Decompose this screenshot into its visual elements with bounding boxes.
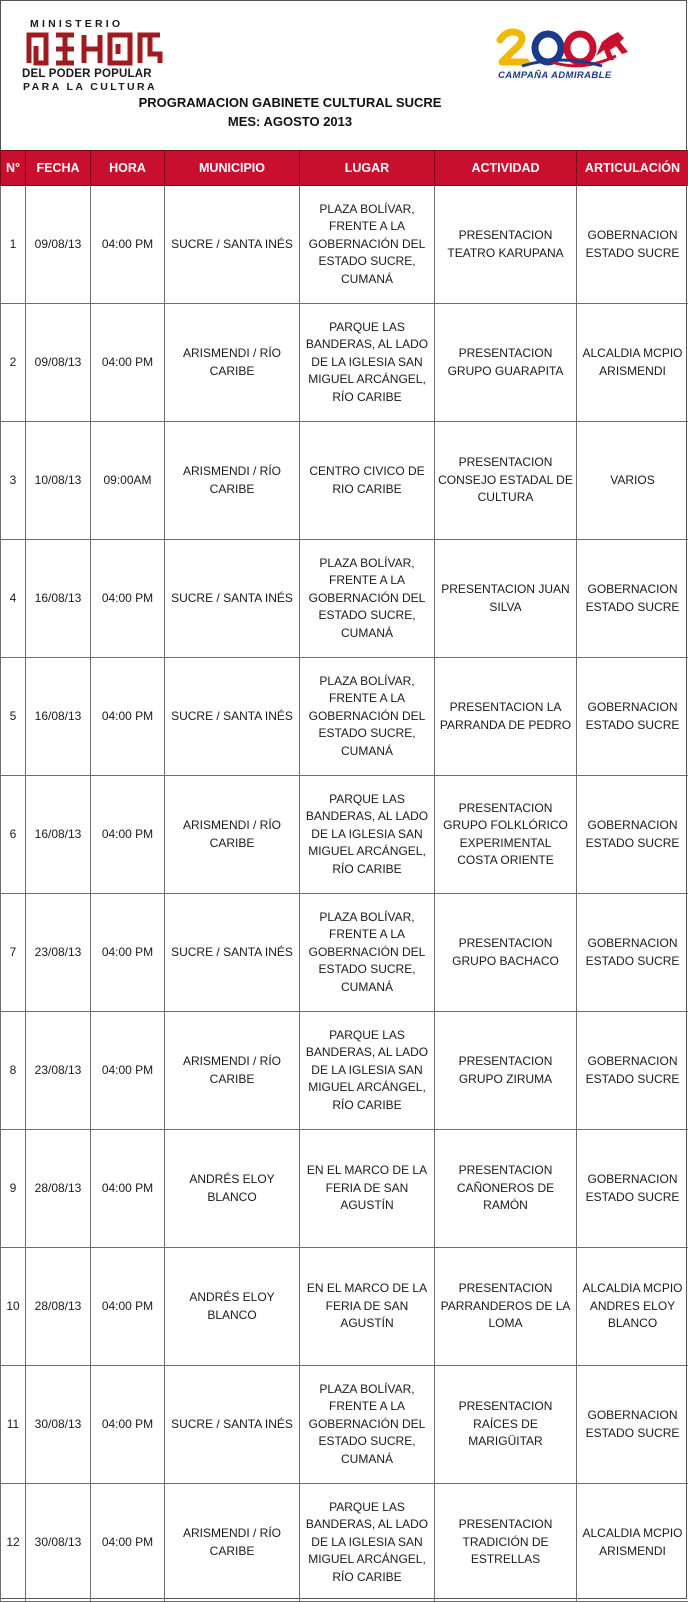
column-header-fecha: FECHA — [26, 151, 91, 186]
row-lugar: PARQUE LAS BANDERAS, AL LADO DE LA IGLESIA SAN MIGUEL ARCÁNGEL, RÍO CARIBE — [300, 776, 435, 894]
row-hora: 04:00 PM — [91, 776, 165, 894]
row-hora: 04:00 PM — [91, 1484, 165, 1602]
ministry-logo-line1: DEL PODER POPULAR — [22, 68, 152, 80]
row-municipio: ARISMENDI / RÍO CARIBE — [165, 422, 300, 540]
row-articulacion: ALCALDIA MCPIO ARISMENDI — [577, 304, 688, 422]
row-articulacion: GOBERNACION ESTADO SUCRE — [577, 540, 688, 658]
row-hora: 04:00 PM — [91, 1012, 165, 1130]
row-fecha: 23/08/13 — [26, 894, 91, 1012]
row-number: 2 — [1, 304, 26, 422]
row-municipio: ARISMENDI / RÍO CARIBE — [165, 1012, 300, 1130]
campaign-logo — [492, 26, 644, 84]
table-row — [1, 894, 688, 1012]
row-lugar: EN EL MARCO DE LA FERIA DE SAN AGUSTÍN — [300, 1130, 435, 1248]
table-row — [1, 1366, 688, 1484]
row-municipio: ANDRÉS ELOY BLANCO — [165, 1248, 300, 1366]
row-number: 12 — [1, 1484, 26, 1602]
ministry-glyph-icon — [26, 32, 168, 66]
row-number: 1 — [1, 186, 26, 304]
row-lugar: CENTRO CIVICO DE RIO CARIBE — [300, 422, 435, 540]
row-actividad: PRESENTACION CAÑONEROS DE RAMÓN — [435, 1130, 577, 1248]
row-number: 9 — [1, 1130, 26, 1248]
row-municipio: ARISMENDI / RÍO CARIBE — [165, 304, 300, 422]
row-articulacion: ALCALDIA MCPIO ANDRES ELOY BLANCO — [577, 1248, 688, 1366]
row-fecha: 16/08/13 — [26, 658, 91, 776]
column-header-number: N° — [1, 151, 26, 186]
column-header-lugar: LUGAR — [300, 151, 435, 186]
row-municipio: SUCRE / SANTA INÉS — [165, 186, 300, 304]
schedule-table — [0, 150, 688, 1602]
row-articulacion: GOBERNACION ESTADO SUCRE — [577, 186, 688, 304]
row-fecha: 09/08/13 — [26, 186, 91, 304]
row-actividad: PRESENTACION GRUPO GUARAPITA — [435, 304, 577, 422]
row-actividad: PRESENTACION GRUPO FOLKLÓRICO EXPERIMENTAL COSTA ORIENTE — [435, 776, 577, 894]
row-actividad: PRESENTACION RAÍCES DE MARIGÜITAR — [435, 1366, 577, 1484]
row-fecha: 30/08/13 — [26, 1366, 91, 1484]
document-header — [0, 0, 688, 150]
row-articulacion: GOBERNACION ESTADO SUCRE — [577, 894, 688, 1012]
row-number: 4 — [1, 540, 26, 658]
table-row — [1, 540, 688, 658]
row-municipio: SUCRE / SANTA INÉS — [165, 540, 300, 658]
column-header-hora: HORA — [91, 151, 165, 186]
row-fecha: 28/08/13 — [26, 1248, 91, 1366]
table-row — [1, 658, 688, 776]
row-actividad: PRESENTACION PARRANDEROS DE LA LOMA — [435, 1248, 577, 1366]
campaign-text: CAMPAÑA ADMIRABLE — [498, 70, 612, 81]
table-row — [1, 1484, 688, 1602]
row-number: 8 — [1, 1012, 26, 1130]
row-municipio: SUCRE / SANTA INÉS — [165, 1366, 300, 1484]
row-hora: 04:00 PM — [91, 186, 165, 304]
row-hora: 04:00 PM — [91, 304, 165, 422]
campaign-200-icon — [492, 26, 644, 72]
row-lugar: PLAZA BOLÍVAR, FRENTE A LA GOBERNACIÓN DEL ESTADO SUCRE, CUMANÁ — [300, 658, 435, 776]
row-actividad: PRESENTACION JUAN SILVA — [435, 540, 577, 658]
table-header-row — [1, 151, 688, 186]
page-title: PROGRAMACION GABINETE CULTURAL SUCRE — [0, 95, 580, 110]
page-subtitle: MES: AGOSTO 2013 — [0, 114, 580, 129]
row-municipio: ARISMENDI / RÍO CARIBE — [165, 776, 300, 894]
row-number: 3 — [1, 422, 26, 540]
ministry-logo-top: MINISTERIO — [30, 18, 123, 30]
row-lugar: PLAZA BOLÍVAR, FRENTE A LA GOBERNACIÓN DEL ESTADO SUCRE, CUMANÁ — [300, 186, 435, 304]
row-lugar: PLAZA BOLÍVAR, FRENTE A LA GOBERNACIÓN DEL ESTADO SUCRE, CUMANÁ — [300, 894, 435, 1012]
row-fecha: 09/08/13 — [26, 304, 91, 422]
row-articulacion: GOBERNACION ESTADO SUCRE — [577, 1130, 688, 1248]
row-actividad: PRESENTACION GRUPO BACHACO — [435, 894, 577, 1012]
row-fecha: 28/08/13 — [26, 1130, 91, 1248]
row-lugar: PLAZA BOLÍVAR, FRENTE A LA GOBERNACIÓN DEL ESTADO SUCRE, CUMANÁ — [300, 540, 435, 658]
row-number: 7 — [1, 894, 26, 1012]
table-row — [1, 304, 688, 422]
row-number: 6 — [1, 776, 26, 894]
row-hora: 09:00AM — [91, 422, 165, 540]
row-lugar: EN EL MARCO DE LA FERIA DE SAN AGUSTÍN — [300, 1248, 435, 1366]
row-number: 11 — [1, 1366, 26, 1484]
table-row — [1, 1248, 688, 1366]
row-municipio: SUCRE / SANTA INÉS — [165, 894, 300, 1012]
row-municipio: ARISMENDI / RÍO CARIBE — [165, 1484, 300, 1602]
column-header-articulacion: ARTICULACIÓN — [577, 151, 688, 186]
table-row — [1, 776, 688, 894]
row-fecha: 16/08/13 — [26, 540, 91, 658]
row-municipio: ANDRÉS ELOY BLANCO — [165, 1130, 300, 1248]
row-lugar: PLAZA BOLÍVAR, FRENTE A LA GOBERNACIÓN DEL ESTADO SUCRE, CUMANÁ — [300, 1366, 435, 1484]
row-actividad: PRESENTACION TEATRO KARUPANA — [435, 186, 577, 304]
row-hora: 04:00 PM — [91, 658, 165, 776]
row-lugar: PARQUE LAS BANDERAS, AL LADO DE LA IGLESIA SAN MIGUEL ARCÁNGEL, RÍO CARIBE — [300, 1012, 435, 1130]
row-hora: 04:00 PM — [91, 1130, 165, 1248]
row-lugar: PARQUE LAS BANDERAS, AL LADO DE LA IGLESIA SAN MIGUEL ARCÁNGEL, RÍO CARIBE — [300, 304, 435, 422]
row-hora: 04:00 PM — [91, 894, 165, 1012]
row-municipio: SUCRE / SANTA INÉS — [165, 658, 300, 776]
row-hora: 04:00 PM — [91, 540, 165, 658]
row-hora: 04:00 PM — [91, 1366, 165, 1484]
row-articulacion: GOBERNACION ESTADO SUCRE — [577, 776, 688, 894]
row-actividad: PRESENTACION LA PARRANDA DE PEDRO — [435, 658, 577, 776]
row-fecha: 30/08/13 — [26, 1484, 91, 1602]
column-header-municipio: MUNICIPIO — [165, 151, 300, 186]
table-row — [1, 422, 688, 540]
row-lugar: PARQUE LAS BANDERAS, AL LADO DE LA IGLESIA SAN MIGUEL ARCÁNGEL, RÍO CARIBE — [300, 1484, 435, 1602]
row-number: 5 — [1, 658, 26, 776]
row-articulacion: VARIOS — [577, 422, 688, 540]
ministry-logo — [22, 18, 172, 92]
row-articulacion: ALCALDIA MCPIO ARISMENDI — [577, 1484, 688, 1602]
row-number: 10 — [1, 1248, 26, 1366]
row-hora: 04:00 PM — [91, 1248, 165, 1366]
row-actividad: PRESENTACION CONSEJO ESTADAL DE CULTURA — [435, 422, 577, 540]
row-fecha: 23/08/13 — [26, 1012, 91, 1130]
row-actividad: PRESENTACION TRADICIÓN DE ESTRELLAS — [435, 1484, 577, 1602]
row-fecha: 10/08/13 — [26, 422, 91, 540]
column-header-actividad: ACTIVIDAD — [435, 151, 577, 186]
row-articulacion: GOBERNACION ESTADO SUCRE — [577, 1012, 688, 1130]
row-fecha: 16/08/13 — [26, 776, 91, 894]
row-articulacion: GOBERNACION ESTADO SUCRE — [577, 658, 688, 776]
table-row — [1, 1012, 688, 1130]
row-actividad: PRESENTACION GRUPO ZIRUMA — [435, 1012, 577, 1130]
table-row — [1, 1130, 688, 1248]
table-row — [1, 186, 688, 304]
row-articulacion: GOBERNACION ESTADO SUCRE — [577, 1366, 688, 1484]
ministry-logo-line2: PARA LA CULTURA — [23, 81, 157, 93]
